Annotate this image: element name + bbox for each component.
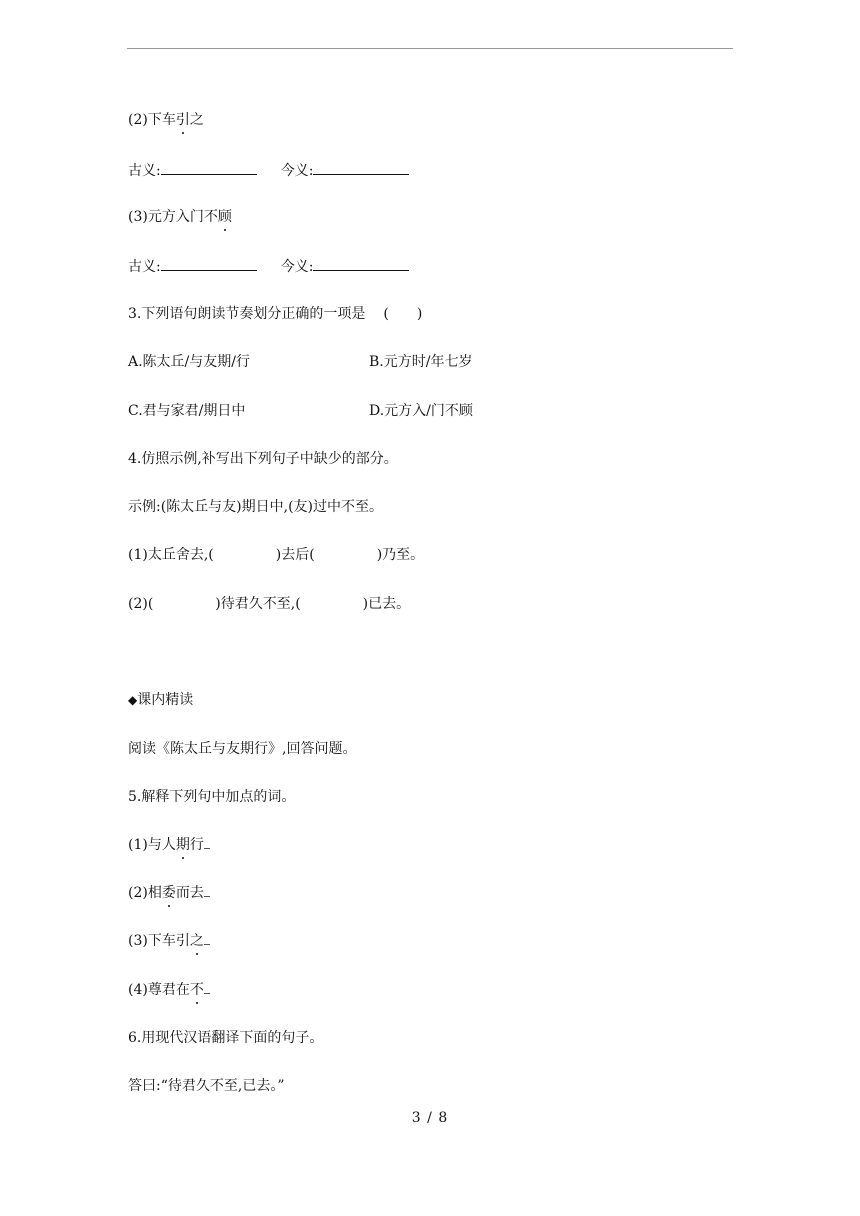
q2-item-3 (128, 207, 232, 227)
diamond-icon: ◆ (128, 693, 138, 707)
q4-item-1 (128, 545, 424, 565)
jin-label: 今义: (280, 163, 314, 179)
q5-item-4 (128, 980, 210, 1000)
reading-intro: 阅读《陈太丘与友期行》,回答问题。 (128, 741, 357, 757)
item-text-post: 之 (189, 112, 204, 128)
q4-item1-part-b: )去后( (275, 547, 315, 563)
q4-item-2 (128, 594, 410, 614)
answer-blank[interactable] (204, 932, 210, 945)
answer-blank[interactable] (204, 884, 210, 897)
current-page: 3 (411, 1110, 422, 1126)
q4-stem: 4.仿照示例,补写出下列句子中缺少的部分。 (128, 451, 398, 467)
item-number: (3) (128, 209, 148, 225)
dotted-char: 引 (175, 112, 190, 128)
dotted-char: 不 (189, 982, 204, 998)
item-number: (2) (128, 112, 148, 128)
answer-blank[interactable] (204, 981, 210, 994)
dotted-char: 委 (161, 885, 176, 901)
q6-sentence: 答曰:“待君久不至,已去。” (128, 1078, 285, 1094)
q4-example: 示例:(陈太丘与友)期日中,(友)过中不至。 (128, 499, 384, 515)
q4-item1-part-c: )乃至。 (376, 547, 425, 563)
item-number: (2) (128, 885, 148, 901)
q5-item-3 (128, 931, 210, 951)
q6-stem: 6.用现代汉语翻译下面的句子。 (128, 1030, 324, 1046)
q4-item2-part-a: (2)( (128, 596, 154, 612)
dotted-char: 之 (189, 933, 204, 949)
answer-paren[interactable]: ( ) (383, 306, 423, 322)
item-text-post: 行 (189, 837, 204, 853)
q4-item2-part-c: )已去。 (362, 596, 411, 612)
gu-label: 古义: (128, 163, 161, 179)
q5-item-1 (128, 835, 210, 855)
item-number: (3) (128, 933, 148, 949)
section-title: 课内精读 (137, 692, 194, 708)
q4-item2-part-b: )待君久不至,( (215, 596, 301, 612)
gu-jin-row-2 (128, 256, 409, 277)
item-text-pre: 下车引 (147, 933, 190, 949)
q3-option-a[interactable]: A.陈太丘/与友期/行 (128, 354, 250, 370)
item-text-pre: 下车 (147, 112, 176, 128)
section-heading (128, 690, 193, 710)
page-separator: / (427, 1110, 433, 1126)
q3-option-d[interactable]: D.元方入/门不顾 (369, 403, 473, 419)
q4-item1-part-a: (1)太丘舍去,( (128, 547, 214, 563)
gu-jin-row-1 (128, 160, 409, 181)
jin-answer-blank[interactable] (313, 256, 409, 271)
gu-answer-blank[interactable] (161, 256, 257, 271)
q5-item-2 (128, 883, 210, 903)
q3-option-c[interactable]: C.君与家君/期日中 (128, 403, 246, 419)
q3-option-b[interactable]: B.元方时/年七岁 (369, 354, 473, 370)
item-text-pre: 相 (147, 885, 162, 901)
gu-label: 古义: (128, 259, 161, 275)
item-number: (4) (128, 982, 148, 998)
header-rule (127, 48, 733, 49)
dotted-char: 顾 (217, 209, 232, 225)
total-pages: 8 (438, 1110, 449, 1126)
gu-answer-blank[interactable] (161, 160, 257, 175)
item-text-post: 而去 (175, 885, 204, 901)
dotted-char: 期 (175, 837, 190, 853)
q3-stem (128, 304, 422, 324)
item-text-pre: 与人 (147, 837, 176, 853)
item-number: (1) (128, 837, 148, 853)
q5-stem: 5.解释下列句中加点的词。 (128, 789, 296, 805)
item-text-pre: 尊君在 (147, 982, 190, 998)
item-text-pre: 元方入门不 (147, 209, 218, 225)
q2-item-2 (128, 110, 204, 130)
jin-label: 今义: (280, 259, 314, 275)
answer-blank[interactable] (204, 836, 210, 849)
question-text: 3.下列语句朗读节奏划分正确的一项是 (128, 306, 366, 322)
page-number (0, 1110, 860, 1126)
jin-answer-blank[interactable] (313, 160, 409, 175)
